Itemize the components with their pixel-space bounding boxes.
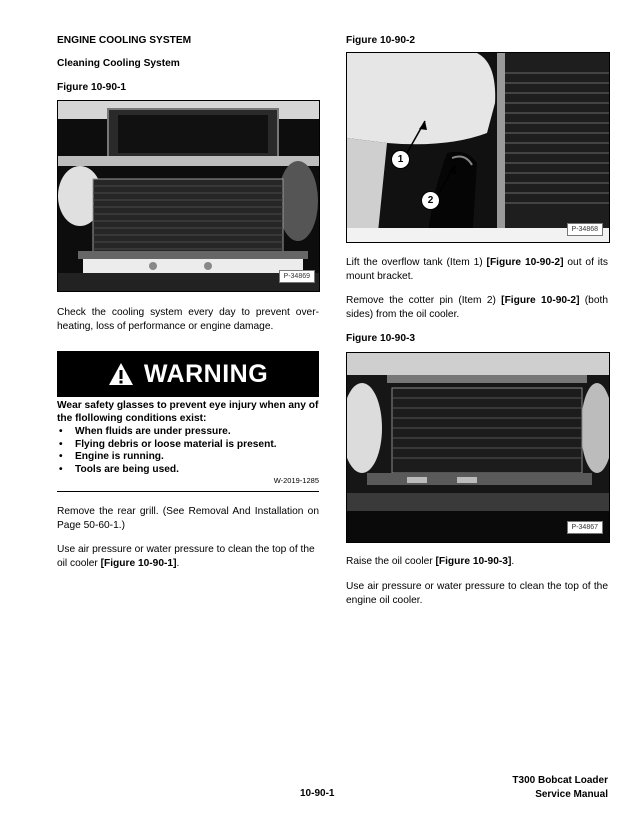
- figure-1-photo: [57, 100, 320, 292]
- subsection-title: Cleaning Cooling System: [57, 58, 180, 69]
- lift-tank-paragraph: [346, 256, 608, 284]
- warning-triangle-icon: [108, 362, 134, 386]
- callout-item-1: 1: [391, 150, 410, 169]
- clean-engine-cooler-paragraph: Use air pressure or water pressure to clean the top of the engine oil cooler.: [346, 581, 608, 606]
- figure-3-caption: Figure 10-90-3: [346, 333, 416, 344]
- figure-2-caption: Figure 10-90-2: [346, 35, 416, 46]
- raise-cooler-paragraph: [346, 555, 608, 569]
- warning-bullet: • Engine is running.: [57, 451, 319, 464]
- warning-bullet: • When fluids are under pressure.: [57, 426, 319, 439]
- warning-bottom-rule: [57, 491, 319, 492]
- lift-tank-text-end: out of its mount bracket.: [346, 257, 608, 282]
- warning-title: WARNING: [143, 359, 269, 388]
- warning-code: W-2019-1285: [273, 476, 319, 485]
- figure-1-caption: Figure 10-90-1: [57, 82, 127, 93]
- figure-3-photo: [346, 352, 610, 543]
- figure-reference: [Figure 10-90-1]: [100, 558, 177, 569]
- cotter-pin-text: Remove the cotter pin (Item 2): [346, 295, 502, 306]
- cotter-pin-paragraph: [346, 294, 608, 322]
- warning-intro: Wear safety glasses to prevent eye injury when any of the flollowing conditions exist:: [57, 400, 319, 424]
- figure-reference: [Figure 10-90-2]: [501, 295, 580, 306]
- figure-3-photo-number: P-34867: [567, 521, 603, 534]
- sentence-end: .: [176, 558, 180, 569]
- check-cooling-paragraph: Check the cooling system every day to prevent over-heating, loss of performance or engine damage.: [57, 307, 319, 332]
- clean-top-text: Use air pressure or water pressure to clean the top of the oil cooler: [57, 544, 315, 569]
- section-title: ENGINE COOLING SYSTEM: [57, 35, 192, 46]
- figure-1-photo-number: P-34869: [279, 270, 315, 283]
- lift-tank-text: Lift the overflow tank (Item 1): [346, 257, 487, 268]
- warning-bullet: • Tools are being used.: [57, 464, 319, 477]
- manual-title-line-2: Service Manual: [535, 789, 608, 800]
- overflow-tank-photo-illustration: [347, 53, 609, 242]
- callout-item-2: 2: [421, 191, 440, 210]
- figure-2-photo-number: P-34868: [567, 223, 603, 236]
- manual-title-line-1: T300 Bobcat Loader: [512, 775, 608, 786]
- remove-grill-paragraph: Remove the rear grill. (See Removal And Installation on Page 50-60-1.): [57, 506, 319, 531]
- warning-bullet-list: [57, 426, 319, 476]
- figure-reference: [Figure 10-90-2]: [486, 257, 564, 268]
- clean-top-paragraph: [57, 543, 319, 571]
- oil-cooler-photo-illustration: [58, 101, 319, 291]
- warning-bullet: • Flying debris or loose material is present.: [57, 439, 319, 452]
- manual-title: [460, 774, 608, 802]
- warning-header: [57, 351, 319, 397]
- raised-cooler-photo-illustration: [347, 353, 609, 542]
- raise-cooler-text: Raise the oil cooler: [346, 556, 436, 567]
- figure-reference: [Figure 10-90-3]: [435, 556, 512, 567]
- sentence-end: .: [511, 556, 515, 567]
- figure-2-photo: [346, 52, 610, 243]
- cotter-pin-text-end: (both sides) from the oil cooler.: [346, 295, 609, 320]
- page-number: 10-90-1: [300, 788, 335, 799]
